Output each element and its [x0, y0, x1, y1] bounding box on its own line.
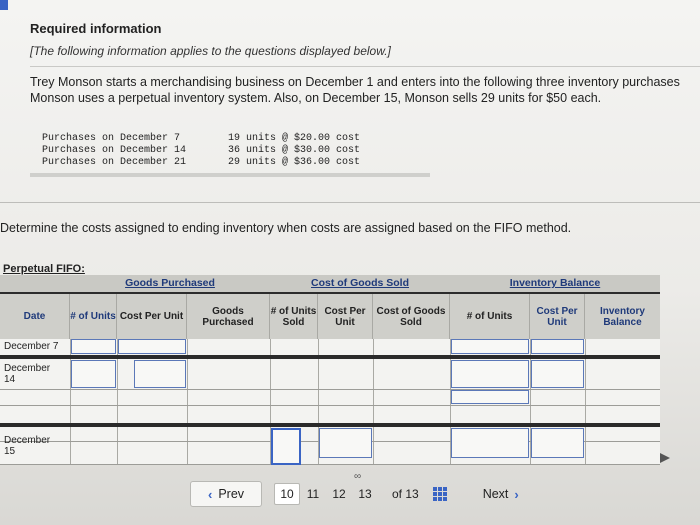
link-icon: ∞: [354, 471, 362, 482]
sold-cost-per-unit-header: Cost Per Unit: [318, 294, 373, 339]
row-date-december-14: December 14: [4, 363, 51, 385]
grid-view-icon[interactable]: [433, 487, 447, 501]
prev-label: Prev: [218, 487, 245, 501]
table-header-row: [0, 292, 660, 339]
page-12[interactable]: 12: [332, 487, 346, 501]
purchase-description: Purchases on December 14: [42, 145, 187, 156]
cost-of-goods-sold-header: Cost of Goods Sold: [373, 294, 450, 339]
dec14-purchased-cost-input[interactable]: [134, 360, 186, 388]
next-label: Next: [482, 487, 509, 501]
inventory-balance-group: Inventory Balance: [450, 275, 660, 292]
purchases-list: [30, 123, 430, 177]
purchase-detail: 19 units @ $20.00 cost: [228, 133, 361, 144]
page-13[interactable]: 13: [358, 487, 372, 501]
purchase-description: Purchases on December 7: [42, 133, 181, 144]
dec7-purchased-cost-input[interactable]: [118, 339, 186, 354]
chevron-right-icon: ›: [514, 486, 519, 502]
intro-line-1: Trey Monson starts a merchandising business on December 1 and enters into the following three inventory purchases: [30, 75, 680, 89]
purchase-detail: 29 units @ $36.00 cost: [228, 157, 361, 168]
dec7-balance-units-input[interactable]: [451, 339, 529, 354]
page-11[interactable]: 11: [306, 487, 320, 501]
dec7-balance-cost-input[interactable]: [531, 339, 584, 354]
purchase-description: Purchases on December 21: [42, 157, 187, 168]
dec14-balance-units-input[interactable]: [451, 360, 529, 388]
balance-cost-per-unit-header: Cost Per Unit: [530, 294, 585, 339]
next-button[interactable]: [483, 487, 519, 502]
chevron-left-icon: ‹: [207, 486, 213, 502]
dec14-purchased-units-input[interactable]: [71, 360, 116, 388]
purchase-detail: 36 units @ $30.00 cost: [228, 145, 361, 156]
page-10[interactable]: 10: [274, 483, 300, 505]
cost-of-goods-sold-group: Cost of Goods Sold: [270, 275, 450, 292]
table-title: Perpetual FIFO:: [3, 263, 85, 275]
units-sold-header: # of Units Sold: [270, 294, 318, 339]
divider: [30, 66, 700, 67]
goods-purchased-group: Goods Purchased: [70, 275, 270, 292]
perpetual-fifo-table: [0, 275, 660, 465]
balance-units-header: # of Units: [450, 294, 530, 339]
required-information-title: Required information: [30, 21, 162, 36]
goods-purchased-header: Goods Purchased: [187, 294, 270, 339]
dec15-balance-units-input[interactable]: [451, 428, 529, 458]
question-text: Determine the costs assigned to ending inventory when costs are assigned based on the FIFO method.: [0, 221, 572, 235]
scroll-right-arrow-icon[interactable]: [660, 453, 670, 463]
page-count-label: of 13: [392, 487, 419, 501]
dec7-purchased-units-input[interactable]: [71, 339, 116, 354]
information-note: [The following information applies to the questions displayed below.]: [30, 44, 391, 58]
purchased-cost-per-unit-header: Cost Per Unit: [117, 294, 187, 339]
dec14-balance-units-input-2[interactable]: [451, 390, 529, 404]
purchased-units-header: # of Units: [70, 294, 117, 339]
date-group-band: [0, 275, 70, 292]
pagination: [190, 471, 570, 507]
dec15-balance-cost-input[interactable]: [531, 428, 584, 458]
date-header: Date: [0, 294, 70, 339]
required-information-panel: [0, 0, 700, 200]
dec15-units-sold-input[interactable]: [271, 428, 301, 465]
table-body: [0, 339, 660, 465]
inventory-balance-header: Inventory Balance: [599, 305, 645, 328]
intro-line-2: Monson uses a perpetual inventory system. Also, on December 15, Monson sells 29 units for $50 each.: [30, 91, 602, 105]
row-date-december-15: December 15: [4, 435, 51, 457]
prev-button[interactable]: [190, 481, 262, 507]
dec15-sold-cost-input[interactable]: [319, 428, 372, 458]
purchase-row: [42, 157, 360, 170]
dec14-balance-cost-input[interactable]: [531, 360, 584, 388]
row-date-december-7: December 7: [4, 341, 59, 352]
section-divider: [0, 202, 700, 203]
problem-intro: [30, 74, 700, 106]
page-numbers: [274, 471, 378, 505]
